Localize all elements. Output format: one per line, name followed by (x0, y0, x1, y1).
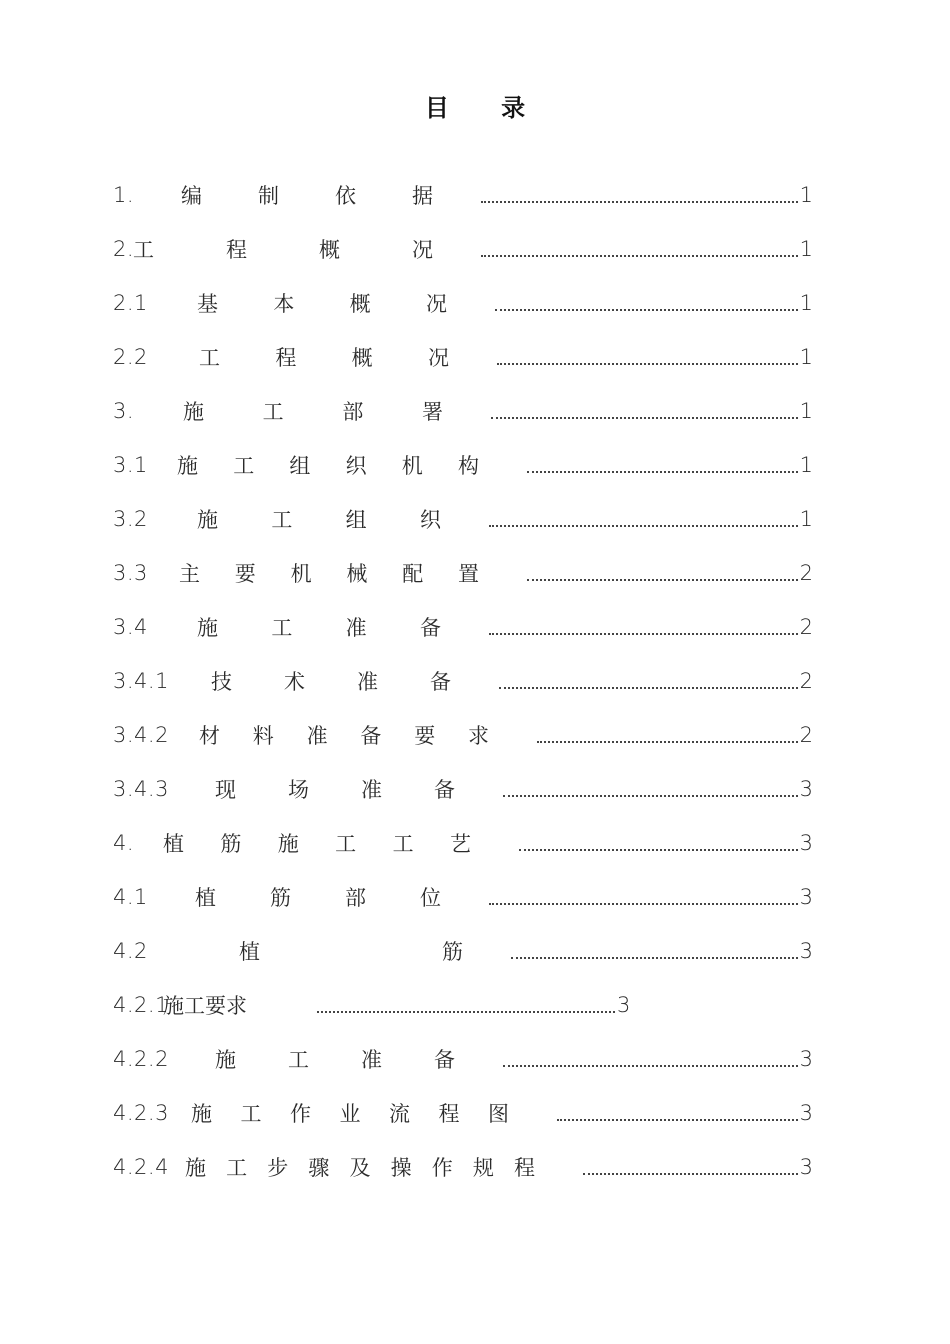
toc-entry[interactable] (113, 816, 813, 870)
toc-entry[interactable] (113, 438, 813, 492)
toc-dot-leader (583, 1173, 798, 1175)
toc-entry[interactable] (113, 384, 813, 438)
toc-entry-number: 4. (113, 831, 135, 855)
toc-entry[interactable] (113, 762, 813, 816)
toc-entry-title: 植 筋 部 位 (195, 886, 441, 910)
toc-entry-page-number: 1 (799, 453, 813, 477)
toc-entry-page-number: 1 (799, 345, 813, 369)
toc-entry-page-number: 3 (799, 939, 813, 963)
toc-entry-title: 材 料 准 备 要 求 (199, 724, 489, 748)
toc-entry[interactable] (113, 546, 813, 600)
toc-entry[interactable] (113, 978, 813, 1032)
toc-entry-page-number: 3 (799, 885, 813, 909)
toc-entry-page-number: 3 (799, 831, 813, 855)
toc-dot-leader (527, 579, 798, 581)
toc-entry-number: 4.2 (113, 939, 148, 963)
toc-entry[interactable] (113, 870, 813, 924)
toc-dot-leader (503, 1065, 798, 1067)
toc-entry-number: 2. (113, 237, 135, 261)
toc-entry[interactable] (113, 276, 813, 330)
toc-entry-number: 2.1 (113, 291, 148, 315)
toc-entry-title: 技 术 准 备 (211, 670, 451, 694)
toc-dot-leader (491, 417, 798, 419)
toc-dot-leader (503, 795, 798, 797)
toc-entry[interactable] (113, 708, 813, 762)
toc-entry[interactable] (113, 1086, 813, 1140)
toc-entry-page-number: 2 (799, 723, 813, 747)
toc-entry-page-number: 3 (617, 993, 631, 1017)
toc-entry-title: 施 工 准 备 (215, 1048, 455, 1072)
toc-dot-leader (489, 525, 798, 527)
toc-entry-title: 施 工 准 备 (197, 616, 441, 640)
toc-entry-number: 3.1 (113, 453, 148, 477)
toc-entry-title: 施 工 组 织 (197, 508, 441, 532)
toc-entry-number: 3. (113, 399, 135, 423)
toc-entry-number: 4.2.3 (113, 1101, 169, 1125)
toc-entry-number: 4.2.4 (113, 1155, 169, 1179)
toc-entry[interactable] (113, 924, 813, 978)
toc-dot-leader (481, 201, 798, 203)
toc-entry-title: 工 程 概 况 (133, 238, 433, 262)
toc-dot-leader (527, 471, 798, 473)
toc-entry-number: 3.4 (113, 615, 148, 639)
table-of-contents (113, 168, 813, 1194)
toc-dot-leader (497, 363, 798, 365)
toc-entry-page-number: 2 (799, 615, 813, 639)
toc-entry[interactable] (113, 600, 813, 654)
toc-entry-title: 植 筋 (239, 940, 463, 964)
toc-entry-page-number: 2 (799, 561, 813, 585)
toc-entry-title: 编 制 依 据 (181, 184, 433, 208)
toc-entry[interactable] (113, 168, 813, 222)
toc-dot-leader (481, 255, 798, 257)
toc-entry-title: 主 要 机 械 配 置 (179, 562, 479, 586)
toc-entry-title: 施 工 作 业 流 程 图 (191, 1102, 509, 1126)
toc-dot-leader (557, 1119, 798, 1121)
toc-entry-number: 3.4.2 (113, 723, 169, 747)
toc-entry-title: 工 程 概 况 (199, 346, 449, 370)
toc-entry-number: 3.4.3 (113, 777, 169, 801)
toc-entry[interactable] (113, 1032, 813, 1086)
toc-dot-leader (511, 957, 798, 959)
toc-entry-title: 施 工 步 骤 及 操 作 规 程 (185, 1156, 535, 1180)
toc-entry-page-number: 1 (799, 237, 813, 261)
toc-entry-title: 植 筋 施 工 工 艺 (163, 832, 471, 856)
toc-entry[interactable] (113, 492, 813, 546)
toc-dot-leader (489, 903, 798, 905)
toc-entry-title: 现 场 准 备 (215, 778, 455, 802)
toc-entry-number: 1. (113, 183, 135, 207)
toc-entry-page-number: 3 (799, 1155, 813, 1179)
toc-entry[interactable] (113, 330, 813, 384)
toc-entry-title: 施工要求 (163, 994, 247, 1018)
toc-entry-number: 2.2 (113, 345, 148, 369)
toc-entry-title: 施 工 部 署 (183, 400, 443, 424)
toc-entry-number: 4.2.2 (113, 1047, 169, 1071)
toc-entry-page-number: 3 (799, 777, 813, 801)
toc-entry[interactable] (113, 222, 813, 276)
toc-entry-title: 施 工 组 织 机 构 (177, 454, 479, 478)
toc-dot-leader (519, 849, 798, 851)
page-title: 目 录 (424, 94, 548, 122)
toc-entry-number: 3.4.1 (113, 669, 169, 693)
toc-entry-title: 基 本 概 况 (197, 292, 447, 316)
toc-entry-number: 3.2 (113, 507, 148, 531)
toc-entry-number: 4.1 (113, 885, 148, 909)
toc-entry[interactable] (113, 654, 813, 708)
toc-entry-page-number: 1 (799, 399, 813, 423)
toc-entry-page-number: 1 (799, 291, 813, 315)
toc-entry[interactable] (113, 1140, 813, 1194)
toc-dot-leader (317, 1011, 615, 1013)
toc-entry-page-number: 1 (799, 507, 813, 531)
toc-dot-leader (499, 687, 798, 689)
toc-dot-leader (495, 309, 798, 311)
toc-entry-page-number: 2 (799, 669, 813, 693)
toc-entry-number: 4.2.1 (113, 993, 169, 1017)
toc-entry-page-number: 3 (799, 1101, 813, 1125)
toc-entry-number: 3.3 (113, 561, 148, 585)
toc-dot-leader (489, 633, 798, 635)
toc-entry-page-number: 3 (799, 1047, 813, 1071)
toc-dot-leader (537, 741, 798, 743)
toc-entry-page-number: 1 (799, 183, 813, 207)
